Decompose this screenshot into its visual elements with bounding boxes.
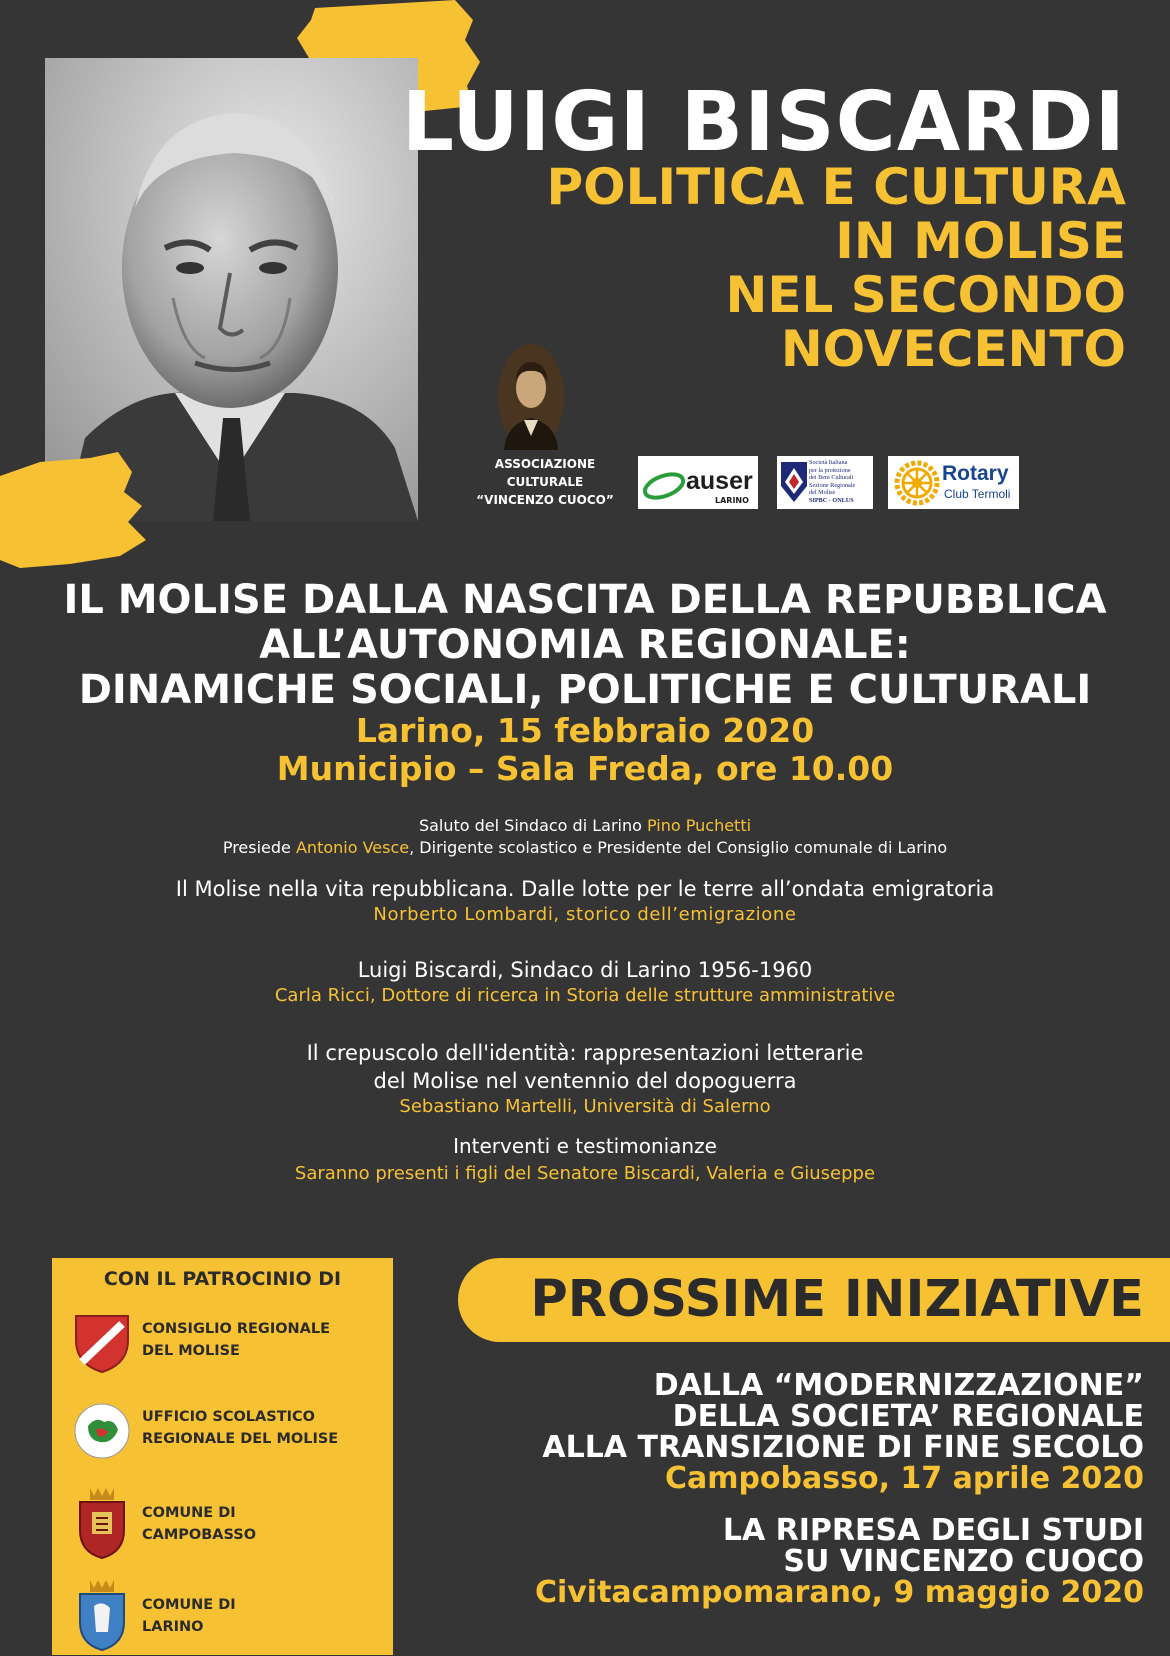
patron-name-line: DEL MOLISE [142,1343,240,1359]
upcoming-event-title-line: LA RIPRESA DEGLI STUDI [722,1513,1144,1548]
yellow-brush-stroke-left [0,448,150,568]
sipbc-line: per la protezione [809,466,851,474]
vincenzo-cuoco-portrait-icon [498,344,564,450]
sipbc-logo [777,456,873,509]
event-date: Larino, 15 febbraio 2020 [355,711,815,750]
chair-line: Presiede Antonio Vesce, Dirigente scolastico e Presidente del Consiglio comunale di Larino [222,838,948,857]
association-label [470,455,620,509]
subtitle-line: NEL SECONDO [725,266,1126,324]
upcoming-event-date: Civitacampomarano, 9 maggio 2020 [534,1575,1144,1610]
upcoming-event [535,1515,1144,1608]
talk-title: Il crepuscolo dell'identità: rappresentazioni letterarie [306,1041,864,1065]
upcoming-event-title-line: SU VINCENZO CUOCO [783,1544,1144,1579]
rotary-sub: Club Termoli [944,487,1011,501]
upcoming-event-date: Campobasso, 17 aprile 2020 [664,1461,1144,1496]
upcoming-event [542,1370,1144,1494]
patronage-title: CON IL PATROCINIO DI [103,1268,342,1290]
patron-name-line: COMUNE DI [142,1505,236,1521]
greeting-line: Saluto del Sindaco di Larino Pino Puchetti [418,816,752,835]
sipbc-line: dei Beni Culturali [809,474,854,482]
subtitle-line: NOVECENTO [780,320,1126,378]
event-title-line: DINAMICHE SOCIALI, POLITICHE E CULTURALI [78,667,1092,713]
sipbc-line: Società Italiana [809,459,848,466]
larino-coat-of-arms-icon [74,1576,130,1652]
upcoming-event-title-line: DELLA SOCIETA’ REGIONALE [672,1399,1144,1434]
association-line: ASSOCIAZIONE [494,457,596,471]
upcoming-banner [458,1258,1170,1342]
rotary-wheel-icon [894,460,940,506]
event-title-line: IL MOLISE DALLA NASCITA DELLA REPUBBLICA [63,577,1107,623]
chair-name: Antonio Vesce [295,838,410,857]
patron-name-line: COMUNE DI [142,1597,236,1613]
talk-speaker: Saranno presenti i figli del Senatore Biscardi, Valeria e Giuseppe [294,1163,876,1184]
campobasso-coat-of-arms-icon [74,1484,130,1560]
patron-item [52,1486,393,1566]
talk-title: Luigi Biscardi, Sindaco di Larino 1956-1960 [357,958,813,982]
talk-speaker: Norberto Lombardi, storico dell’emigrazione [373,904,797,925]
patronage-panel [52,1258,393,1655]
rotary-logo [888,456,1019,509]
patron-name-line: CAMPOBASSO [142,1527,257,1543]
association-line: “VINCENZO CUOCO” [476,493,614,507]
upcoming-event-title-line: ALLA TRANSIZIONE DI FINE SECOLO [542,1430,1144,1465]
subtitle-line: POLITICA E CULTURA [546,158,1126,216]
patron-name-line: UFFICIO SCOLASTICO [142,1409,315,1425]
patron-name-line: LARINO [142,1619,204,1635]
event-title [0,578,1170,713]
school-office-seal-icon [74,1400,130,1462]
subtitle-line: IN MOLISE [835,212,1126,270]
talk-title: Interventi e testimonianze [453,1134,717,1158]
auser-sub: LARINO [715,496,749,505]
event-venue: Municipio – Sala Freda, ore 10.00 [276,749,894,788]
upcoming-event-title-line: DALLA “MODERNIZZAZIONE” [653,1368,1144,1403]
main-title: LUIGI BISCARDI [401,75,1126,170]
talk-speaker: Sebastiano Martelli, Università di Salerno [399,1096,771,1117]
sipbc-line: Sezione Regionale [809,481,856,489]
event-date-venue [0,712,1170,788]
auser-logo [638,456,758,509]
mayor-name: Pino Puchetti [647,816,752,835]
auser-name: auser [686,467,753,495]
patron-item [52,1306,393,1386]
regional-council-shield-icon [74,1312,130,1374]
talk-title: Il Molise nella vita repubblicana. Dalle lotte per le terre all’ondata emigratoria [175,877,995,901]
upcoming-title: PROSSIME INIZIATIVE [530,1270,1144,1329]
talk-speaker: Carla Ricci, Dottore di ricerca in Storia delle strutture amministrative [274,985,896,1006]
patron-item [52,1576,393,1656]
talk-title: del Molise nel ventennio del dopoguerra [373,1069,797,1093]
patron-name-line: CONSIGLIO REGIONALE [142,1321,331,1337]
sipbc-line: SIPBC - ONLUS [809,496,854,504]
rotary-name: Rotary [942,462,1009,485]
patron-item [52,1396,393,1476]
patron-name-line: REGIONALE DEL MOLISE [142,1431,339,1447]
sipbc-line: del Molise [809,489,836,497]
event-title-line: ALL’AUTONOMIA REGIONALE: [259,622,911,668]
association-line: CULTURALE [506,475,584,489]
